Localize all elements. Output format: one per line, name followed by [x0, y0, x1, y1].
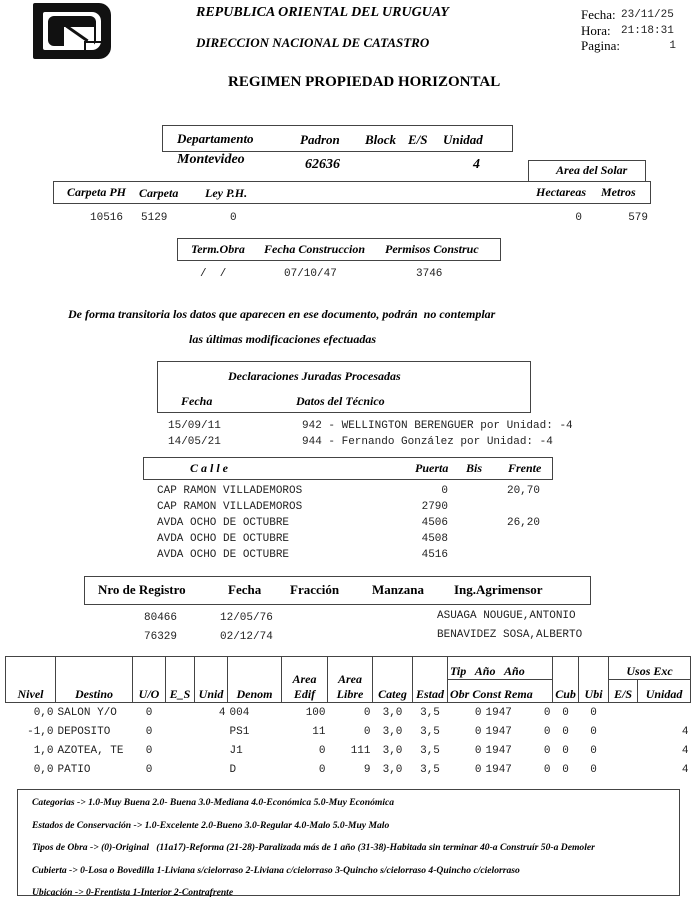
fecha-value: 23/11/25	[621, 9, 674, 21]
cell-usos-unidad: 4	[681, 763, 689, 776]
cell-anio-const: 1947	[485, 725, 512, 738]
cell-area-edif: 0	[318, 744, 326, 757]
cell-es	[166, 703, 195, 723]
cell-anio-rema: 0	[543, 706, 551, 719]
legend-cubierta: Cubierta -> 0-Losa o Bovedilla 1-Liviana s/cielorraso 2-Liviana c/cielorraso 3-Quincho s/cielorraso 4-Quincho c/cielorraso	[32, 864, 520, 876]
es-label: E/S	[408, 132, 428, 147]
cell-ubi: 0	[590, 706, 597, 719]
bis-label: Bis	[466, 461, 483, 475]
cell-uo: 0	[145, 706, 153, 719]
cell-estad: 3,5	[420, 706, 440, 719]
departamento-label: Departamento	[177, 131, 254, 146]
manzana-label: Manzana	[372, 582, 424, 597]
registro-agrimensor: BENAVIDEZ SOSA,ALBERTO	[437, 629, 583, 641]
cell-area-libre: 0	[363, 706, 371, 719]
declaraciones-tecnico-label: Datos del Técnico	[296, 394, 385, 408]
cell-categ: 3,0	[382, 706, 403, 719]
cell-uo: 0	[145, 763, 153, 776]
registro-fecha: 02/12/74	[220, 631, 273, 643]
col-usos-es: E/S	[609, 680, 638, 703]
cell-anio-rema: 0	[543, 763, 551, 776]
calle-label: C a l l e	[190, 461, 228, 475]
calle-puerta: 2790	[421, 501, 448, 513]
permisos-label: Permisos Construc	[385, 242, 479, 256]
fecha-construccion-label: Fecha Construccion	[264, 242, 366, 256]
col-area-libre: Area Libre	[328, 657, 373, 703]
cell-nivel: 0,0	[33, 706, 54, 719]
table-row	[6, 741, 691, 760]
notice-line2: las últimas modificaciones efectuadas	[189, 332, 376, 346]
registro-nro: 80466	[144, 612, 178, 624]
declaracion-fecha: 15/09/11	[168, 420, 221, 432]
term-obra-label: Term.Obra	[191, 242, 245, 256]
unidades-table	[5, 656, 691, 779]
cell-categ: 3,0	[382, 744, 403, 757]
pagina-value: 1	[669, 40, 676, 52]
notice-line1: De forma transitoria los datos que aparecen en ese documento, podrán no contemplar	[68, 307, 496, 321]
cell-anio-rema: 0	[543, 744, 551, 757]
col-group-usos-exc: Usos Exc	[609, 657, 691, 680]
col-group-tip-anio: Tip Año Año	[448, 657, 553, 680]
calle-frente: 26,20	[506, 517, 540, 529]
legend-ubicacion: Ubicación -> 0-Frentista 1-Interior 2-Contrafrente	[32, 887, 234, 898]
nro-registro-label: Nro de Registro	[98, 582, 186, 597]
hora-label: Hora:	[581, 23, 611, 38]
calle-name: CAP RAMON VILLADEMOROS	[157, 501, 303, 513]
registro-agrimensor: ASUAGA NOUGUE,ANTONIO	[437, 610, 576, 622]
declaraciones-title: Declaraciones Juradas Procesadas	[228, 369, 401, 383]
fecha-label: Fecha:	[581, 7, 616, 22]
cell-es	[166, 722, 195, 741]
cell-estad: 3,5	[420, 725, 440, 738]
header-republica: REPUBLICA ORIENTAL DEL URUGUAY	[196, 5, 449, 20]
legend-tipos-obra: Tipos de Obra -> (0)-Original (11a17)-Reforma (21-28)-Paralizada más de 1 año (31-38)-Habitada sin terminar 40-a Construír 50-a Demoler	[32, 842, 595, 853]
cell-tip-obr: 0	[474, 744, 482, 757]
frente-label: Frente	[508, 461, 542, 475]
unidad-value: 4	[473, 157, 480, 172]
padron-label: Padron	[300, 132, 340, 147]
term-obra-value: / /	[200, 268, 227, 280]
cell-cub: 0	[562, 725, 569, 738]
cell-area-edif: 11	[312, 725, 326, 738]
cell-anio-const: 1947	[485, 706, 512, 719]
cell-tip-obr: 0	[474, 706, 482, 719]
calle-frente: 20,70	[506, 485, 540, 497]
cell-destino: DEPOSITO	[57, 725, 111, 738]
cell-denom: D	[229, 763, 237, 776]
cell-area-libre: 9	[363, 763, 371, 776]
calle-puerta: 4516	[421, 549, 448, 561]
col-usos-unidad: Unidad	[638, 680, 691, 703]
calle-puerta: 4506	[421, 517, 448, 529]
cell-anio-const: 1947	[485, 763, 512, 776]
cell-unid	[195, 741, 228, 760]
col-unid: Unid	[195, 657, 228, 703]
cell-area-libre: 111	[350, 744, 371, 757]
cell-es	[166, 760, 195, 779]
cell-nivel: -1,0	[27, 725, 54, 738]
carpeta-ph-label: Carpeta PH	[67, 185, 126, 199]
calle-name: CAP RAMON VILLADEMOROS	[157, 485, 303, 497]
cell-unid: 4	[218, 706, 226, 719]
cell-estad: 3,5	[420, 744, 440, 757]
permisos-value: 3746	[416, 268, 443, 280]
table-row	[6, 760, 691, 779]
registro-nro: 76329	[144, 631, 178, 643]
legend-estados: Estados de Conservación -> 1.0-Excelente 2.0-Bueno 3.0-Regular 4.0-Malo 5.0-Muy Malo	[32, 819, 390, 831]
fraccion-label: Fracción	[290, 582, 340, 597]
puerta-label: Puerta	[415, 461, 449, 475]
cell-ubi: 0	[590, 744, 597, 757]
carpeta-ph-value: 10516	[90, 212, 124, 224]
col-es: E_S	[166, 657, 195, 703]
cell-ubi: 0	[590, 725, 597, 738]
cell-ubi: 0	[590, 763, 597, 776]
declaraciones-fecha-label: Fecha	[181, 394, 213, 408]
agrimensor-label: Ing.Agrimensor	[454, 582, 543, 597]
hectareas-value: 0	[575, 212, 582, 224]
cell-unid	[195, 760, 228, 779]
cell-tip-obr: 0	[474, 725, 482, 738]
cell-categ: 3,0	[382, 725, 403, 738]
departamento-value: Montevideo	[177, 152, 245, 167]
declaracion-tecnico: 942 - WELLINGTON BERENGUER por Unidad: -4	[302, 420, 573, 432]
cell-cub: 0	[562, 763, 569, 776]
cell-denom: 004	[229, 706, 250, 719]
cell-usos-es	[609, 760, 638, 779]
col-categ: Categ	[373, 657, 413, 703]
cell-usos-unidad: 4	[681, 725, 689, 738]
col-destino: Destino	[56, 657, 133, 703]
carpeta-value: 5129	[141, 212, 168, 224]
cell-denom: J1	[229, 744, 243, 757]
declaracion-fecha: 14/05/21	[168, 436, 221, 448]
cell-destino: PATIO	[57, 763, 91, 776]
col-cub: Cub	[553, 657, 579, 703]
cell-usos-es	[609, 722, 638, 741]
cell-destino: AZOTEA, TE	[57, 744, 124, 757]
cell-nivel: 0,0	[33, 763, 54, 776]
cell-denom: PS1	[229, 725, 250, 738]
col-uo: U/O	[133, 657, 166, 703]
cell-usos-unidad: 4	[681, 744, 689, 757]
legend-box	[17, 789, 680, 896]
header-direccion: DIRECCION NACIONAL DE CATASTRO	[196, 35, 430, 50]
ley-ph-value: 0	[230, 212, 237, 224]
cell-area-edif: 0	[318, 763, 326, 776]
calle-puerta: 0	[441, 485, 448, 497]
calle-name: AVDA OCHO DE OCTUBRE	[157, 533, 290, 545]
cell-unid	[195, 722, 228, 741]
registro-fecha: 12/05/76	[220, 612, 273, 624]
calle-puerta: 4508	[421, 533, 448, 545]
col-area-edif: Area Edif	[282, 657, 328, 703]
cell-area-edif: 100	[305, 706, 326, 719]
cell-nivel: 1,0	[33, 744, 54, 757]
unidad-label: Unidad	[443, 132, 483, 147]
col-ubi: Ubi	[579, 657, 609, 703]
registro-fecha-label: Fecha	[228, 582, 262, 597]
catastro-logo-icon	[33, 3, 111, 59]
page-title: REGIMEN PROPIEDAD HORIZONTAL	[228, 74, 501, 90]
padron-value: 62636	[305, 157, 340, 172]
cell-cub: 0	[562, 706, 569, 719]
ley-ph-label: Ley P.H.	[205, 186, 248, 200]
table-row	[6, 722, 691, 741]
calle-name: AVDA OCHO DE OCTUBRE	[157, 549, 290, 561]
table-row	[6, 703, 691, 723]
carpeta-label: Carpeta	[139, 186, 179, 200]
cell-usos-es	[609, 703, 638, 723]
legend-categorias: Categorias -> 1.0-Muy Buena 2.0- Buena 3.0-Mediana 4.0-Económica 5.0-Muy Económica	[32, 797, 395, 808]
cell-es	[166, 741, 195, 760]
area-solar-title: Area del Solar	[556, 163, 628, 177]
cell-anio-const: 1947	[485, 744, 512, 757]
cell-usos-es	[609, 741, 638, 760]
pagina-label: Pagina:	[581, 38, 620, 53]
fecha-construccion-value: 07/10/47	[284, 268, 337, 280]
block-label: Block	[365, 132, 397, 147]
col-group-obr-const-rema: Obr Const Rema	[448, 680, 553, 703]
col-nivel: Nivel	[6, 657, 56, 703]
cell-destino: SALON Y/O	[57, 706, 117, 719]
cell-usos-unidad	[638, 703, 691, 723]
calle-name: AVDA OCHO DE OCTUBRE	[157, 517, 290, 529]
hectareas-label: Hectareas	[536, 185, 586, 199]
col-estad: Estad	[413, 657, 448, 703]
metros-label: Metros	[601, 185, 636, 199]
cell-uo: 0	[145, 744, 153, 757]
hora-value: 21:18:31	[621, 25, 674, 37]
cell-area-libre: 0	[363, 725, 371, 738]
declaracion-tecnico: 944 - Fernando González por Unidad: -4	[302, 436, 553, 448]
metros-value: 579	[628, 212, 648, 224]
cell-estad: 3,5	[420, 763, 440, 776]
cell-categ: 3,0	[382, 763, 403, 776]
cell-tip-obr: 0	[474, 763, 482, 776]
cell-anio-rema: 0	[543, 725, 551, 738]
cell-uo: 0	[145, 725, 153, 738]
col-denom: Denom	[228, 657, 282, 703]
cell-cub: 0	[562, 744, 569, 757]
